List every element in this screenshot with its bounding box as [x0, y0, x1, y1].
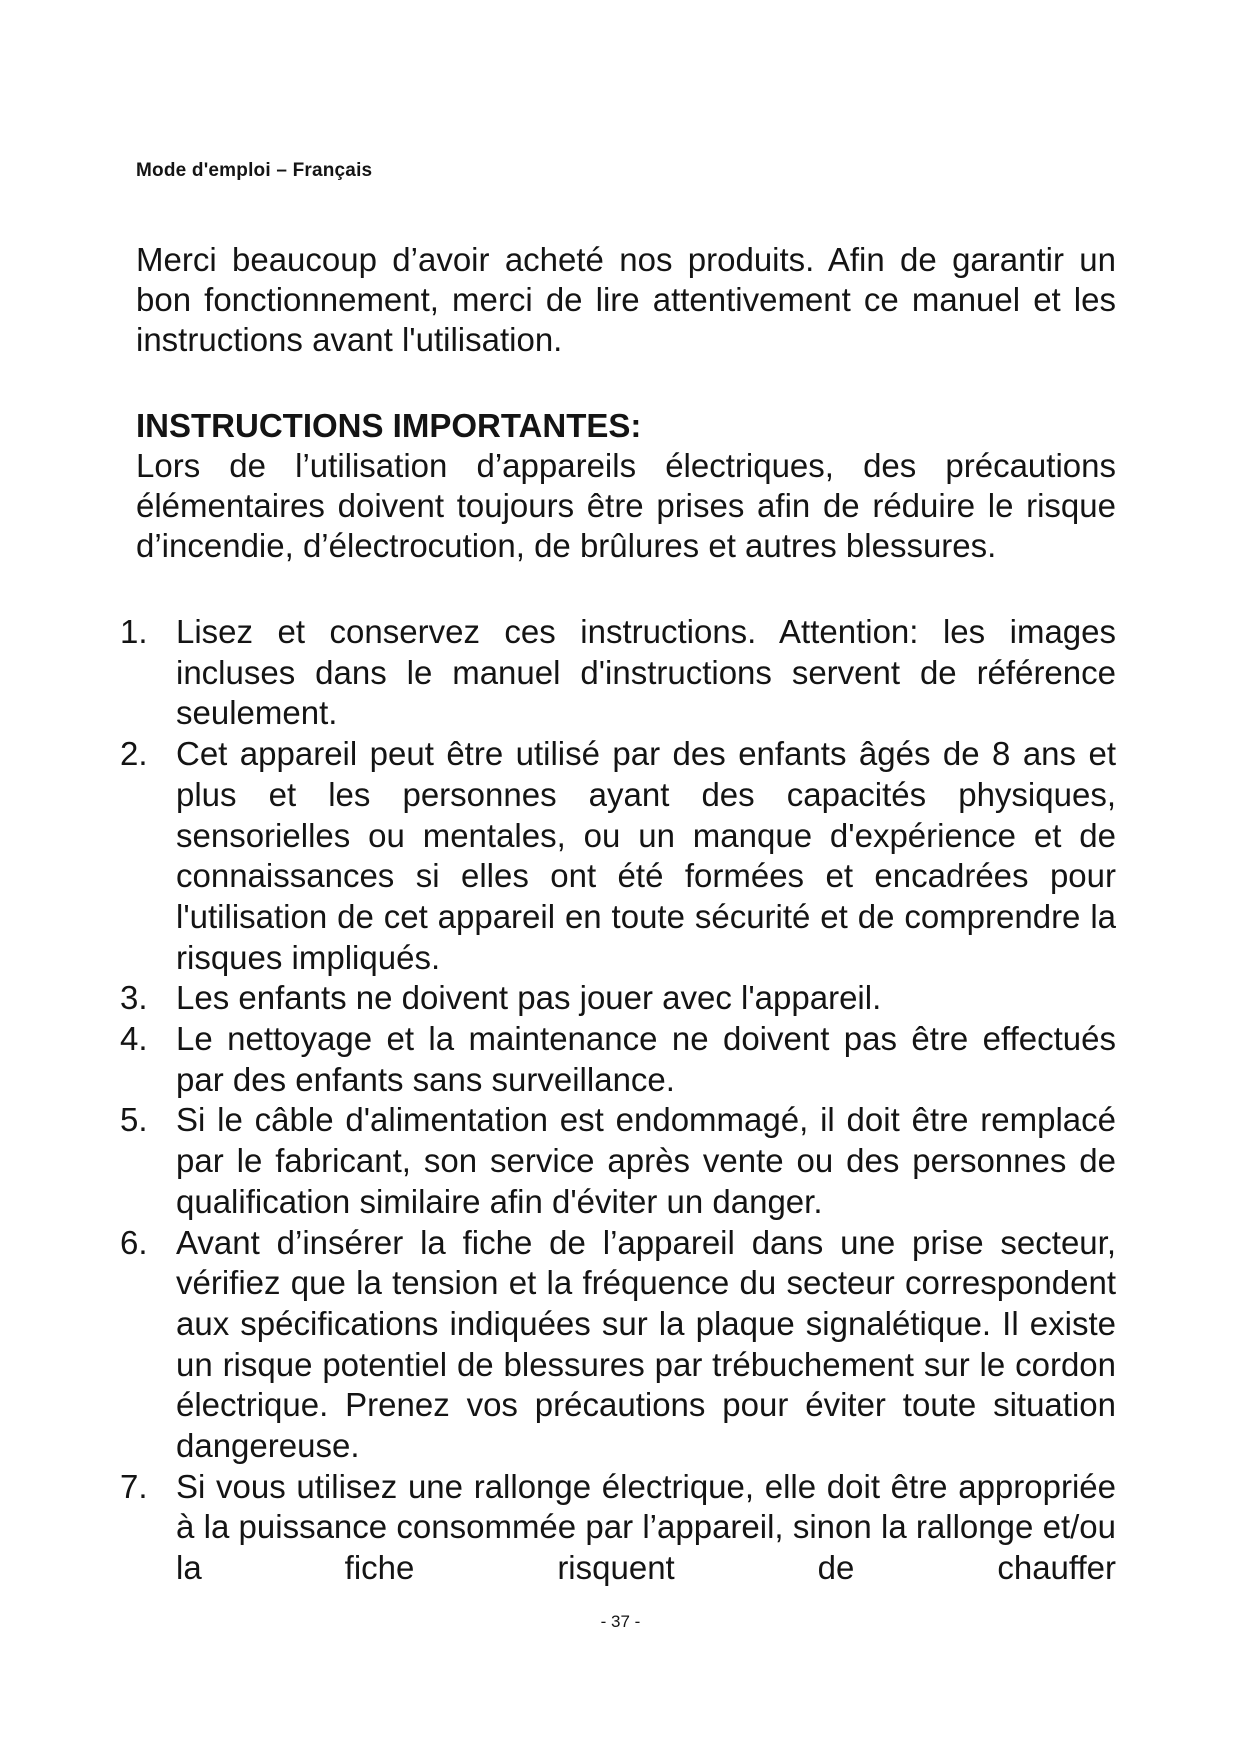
list-item	[120, 734, 1116, 978]
item-text: Avant d’insérer la fiche de l’appareil dans une prise secteur, vérifiez que la tension et la fréquence du secteur correspondent aux spécifications indiquées sur la plaque signalétique. Il existe un risque potentiel de blessures par trébuchement sur le cordon électrique. Prenez vos précautions pour éviter toute situation dangereuse.	[176, 1223, 1116, 1465]
list-item	[120, 612, 1116, 734]
item-number: 4.	[120, 1020, 148, 1058]
item-text: Cet appareil peut être utilisé par des enfants âgés de 8 ans et plus et les personnes ayant des capacités physiques, sensorielles ou mentales, ou un manque d'expérience et de connaissances si elles ont été formées et encadrées pour l'utilisation de cet appareil en toute sécurité et de comprendre la risques impliqués.	[176, 735, 1116, 976]
intro-paragraph: Merci beaucoup d’avoir acheté nos produits. Afin de garantir un bon fonctionnement, merci de lire attentivement ce manuel et les instructions avant l'utilisation.	[136, 241, 1116, 358]
item-text: Les enfants ne doivent pas jouer avec l'appareil.	[176, 979, 882, 1017]
item-text: Lisez et conservez ces instructions. Attention: les images incluses dans le manuel d'instructions servent de référence seulement.	[176, 613, 1116, 732]
item-number: 7.	[120, 1467, 148, 1505]
item-number: 5.	[120, 1101, 148, 1139]
section-heading: INSTRUCTIONS IMPORTANTES:	[136, 407, 642, 444]
item-number: 2.	[120, 735, 148, 773]
intro-block	[136, 240, 1116, 360]
list-item	[120, 1223, 1116, 1467]
item-number: 3.	[120, 979, 148, 1017]
list-item	[120, 1019, 1116, 1100]
page-number: - 37 -	[600, 1612, 641, 1631]
page-header: Mode d'emploi – Français	[136, 160, 373, 181]
list-item	[120, 1467, 1116, 1589]
item-number: 6.	[120, 1223, 148, 1261]
section-paragraph: Lors de l’utilisation d’appareils électriques, des précautions élémentaires doivent toujours être prises afin de réduire le risque d’incendie, d’électrocution, de brûlures et autres blessures.	[136, 447, 1116, 564]
item-text: Le nettoyage et la maintenance ne doivent pas être effectués par des enfants sans surveillance.	[176, 1020, 1116, 1098]
list-item	[120, 1100, 1116, 1222]
item-text: Si le câble d'alimentation est endommagé, il doit être remplacé par le fabricant, son service après vente ou des personnes de qualification similaire afin d'éviter un danger.	[176, 1101, 1116, 1220]
item-number: 1.	[120, 613, 148, 650]
instruction-list	[120, 612, 1116, 1589]
item-text: Si vous utilisez une rallonge électrique, elle doit être appropriée à la puissance consommée par l’appareil, sinon la rallonge et/ou la fiche risquent de chauffer	[176, 1467, 1116, 1587]
list-item	[120, 978, 1116, 1019]
